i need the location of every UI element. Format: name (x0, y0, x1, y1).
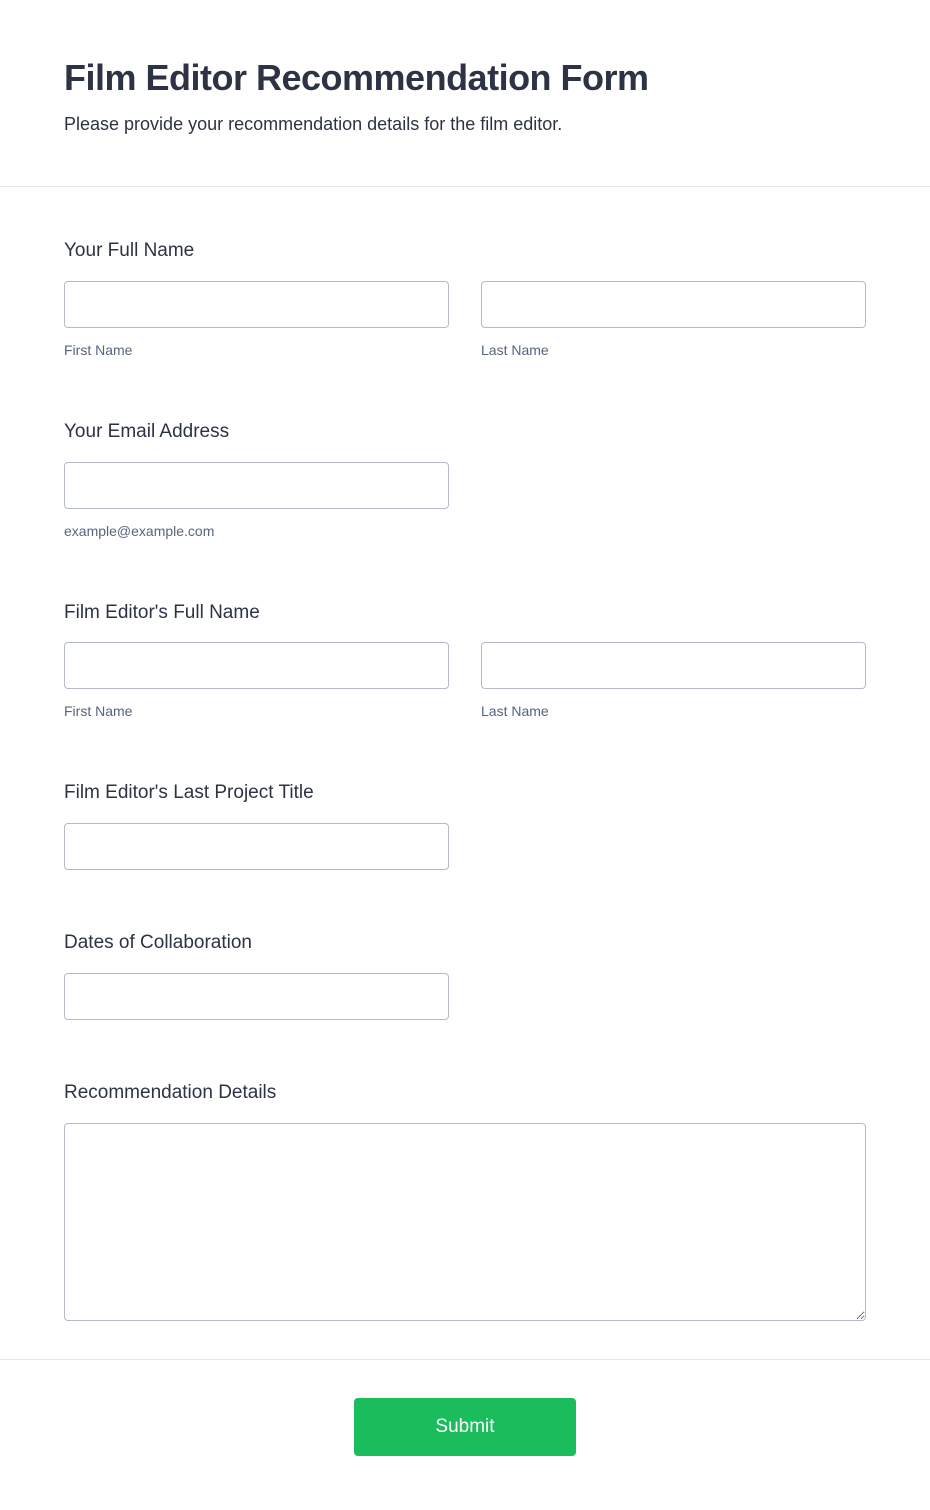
last-project-title-input[interactable] (64, 823, 449, 870)
field-label-dates-of-collaboration: Dates of Collaboration (64, 931, 252, 953)
submit-button[interactable]: Submit (354, 1398, 576, 1456)
name-input-row (64, 281, 866, 359)
field-your-email-address (64, 421, 866, 540)
field-label-recommendation-details: Recommendation Details (64, 1081, 277, 1103)
field-recommendation-details (64, 1082, 866, 1326)
editor-name-input-row (64, 642, 866, 720)
dates-of-collaboration-group (64, 973, 449, 1020)
first-name-group (64, 281, 449, 359)
email-example-sublabel: example@example.com (64, 522, 215, 539)
your-first-name-input[interactable] (64, 281, 449, 328)
email-group (64, 462, 449, 540)
first-name-sublabel: First Name (64, 342, 133, 359)
editor-first-name-group (64, 642, 449, 720)
form-body (0, 187, 930, 1325)
form-title: Film Editor Recommendation Form (64, 57, 649, 98)
form-footer (0, 1360, 930, 1507)
field-editor-full-name (64, 602, 866, 721)
field-label-last-project-title: Film Editor's Last Project Title (64, 782, 314, 804)
form-header (0, 0, 930, 186)
field-label-your-full-name: Your Full Name (64, 240, 195, 262)
field-your-full-name (64, 240, 866, 359)
dates-of-collaboration-input[interactable] (64, 973, 449, 1020)
editor-first-name-sublabel: First Name (64, 703, 133, 720)
field-label-editor-full-name: Film Editor's Full Name (64, 601, 260, 623)
editor-first-name-input[interactable] (64, 642, 449, 689)
field-label-your-email-address: Your Email Address (64, 420, 230, 442)
your-last-name-input[interactable] (481, 281, 866, 328)
last-project-title-group (64, 823, 449, 870)
recommendation-details-textarea[interactable] (64, 1123, 866, 1321)
your-email-input[interactable] (64, 462, 449, 509)
editor-last-name-sublabel: Last Name (481, 703, 549, 720)
editor-last-name-group (481, 642, 866, 720)
field-dates-of-collaboration (64, 932, 866, 1020)
last-name-sublabel: Last Name (481, 342, 549, 359)
field-last-project-title (64, 782, 866, 870)
editor-last-name-input[interactable] (481, 642, 866, 689)
form-subtitle: Please provide your recommendation details for the film editor. (64, 114, 563, 134)
last-name-group (481, 281, 866, 359)
